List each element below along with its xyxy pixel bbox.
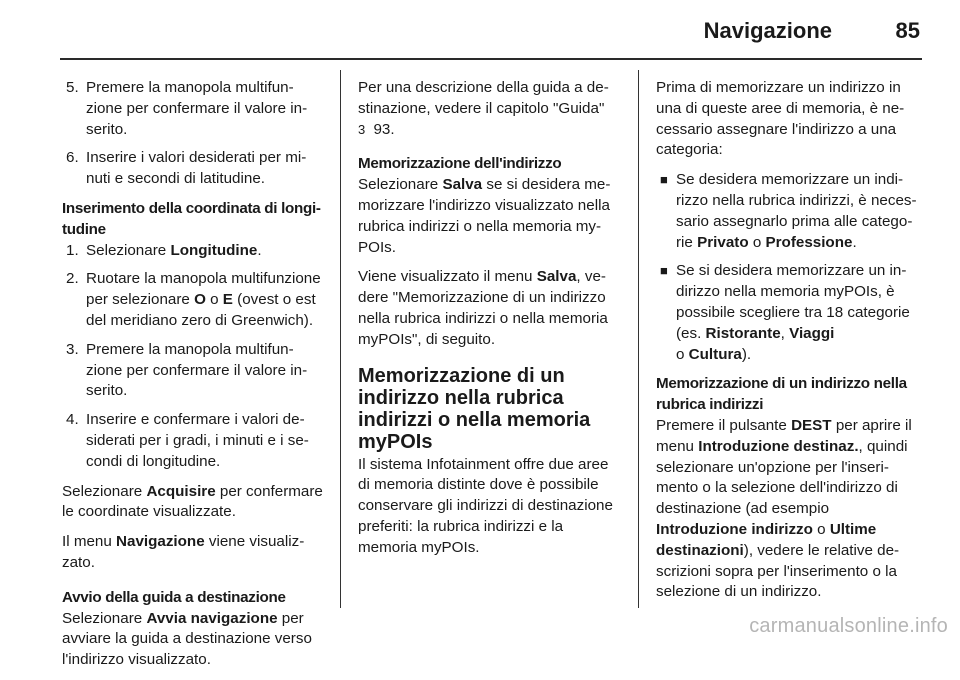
paragraph-viene <box>358 267 624 350</box>
menu-item-longitudine: Longitudine <box>170 241 258 259</box>
text: per avviare la guida a destinazione verso l'indirizzo visualizzato. <box>62 609 312 669</box>
text: per confermare le coordinate visualizzate. <box>62 482 323 521</box>
column-divider-2 <box>638 70 639 608</box>
text: Selezionare <box>358 176 443 194</box>
column-3 <box>656 78 924 612</box>
menu-item-avvia-navigazione: Avvia navigazione <box>146 609 278 627</box>
text: Se si desidera memorizzare un indirizzo nella memoria myPOIs, è possibile scegliere tra 18 categorie (es. <box>676 262 910 342</box>
step-text: o <box>205 291 223 309</box>
step-item <box>62 241 324 262</box>
text: per aprire il menu <box>656 416 912 455</box>
paragraph-menu-navigazione <box>62 532 324 574</box>
latitude-steps-list <box>62 78 324 190</box>
bullet-square-icon: ■ <box>660 263 668 279</box>
heading-memorizzazione: Memorizzazione dell'indirizzo <box>358 155 562 173</box>
paragraph-sistema: Il sistema Infotainment offre due aree di memoria distinte dove è possibile conservare gli indirizzi di destinazione preferiti: la rubrica indirizzi e la memoria myPOIs. <box>358 455 613 556</box>
menu-introduzione-destinaz: Introduzione destinaz. <box>698 437 859 455</box>
text: Se desidera memorizzare un indirizzo nella rubrica indirizzi, è necessario assegnarlo prima alle categorie <box>676 171 917 251</box>
column-1 <box>62 78 324 680</box>
step-number: 1. <box>66 241 79 259</box>
column-divider-1 <box>340 70 341 608</box>
category-cultura: Cultura <box>688 345 742 363</box>
text: o <box>676 345 689 363</box>
category-ristorante: Ristorante <box>705 324 781 342</box>
longitude-steps-list <box>62 241 324 473</box>
menu-item-acquisire: Acquisire <box>146 482 216 500</box>
step-number: 6. <box>66 149 79 167</box>
paragraph-salva <box>358 175 624 258</box>
step-text: Ruotare la manopola multifunzione per selezionare <box>86 270 321 309</box>
step-item <box>62 340 324 402</box>
option-introduzione-indirizzo: Introduzione indirizzo <box>656 520 813 538</box>
text: Viene visualizzato il menu <box>358 268 537 286</box>
step-text: Premere la manopola multifunzione per confermare il valore inserito. <box>86 79 308 138</box>
paragraph-acquisire <box>62 482 324 524</box>
text: o <box>812 520 830 538</box>
step-text: Inserire e confermare i valori desiderati per i gradi, i minuti e i secondi di longitudine. <box>86 411 309 470</box>
page-header <box>60 0 920 56</box>
paragraph-avvio <box>62 609 324 671</box>
text: , <box>780 324 790 342</box>
text: Selezionare <box>62 609 147 627</box>
step-text: Inserire i valori desiderati per minuti e secondi di latitudine. <box>86 149 307 188</box>
list-item <box>656 170 924 253</box>
step-text: (ovest o est del meridiano zero di Greenwich). <box>86 291 316 329</box>
section-title: Memorizzazione di un indirizzo nella rubrica indirizzi o nella memoria myPOIs <box>358 364 591 453</box>
page-reference: 93. <box>369 120 395 138</box>
option-ultime-destinazioni: Ultime destinazioni <box>656 520 877 559</box>
text: , quindi selezionare un'opzione per l'inserimento o la selezione dell'indirizzo di destinazione (ad esempio <box>656 437 908 518</box>
page-number: 85 <box>895 18 920 43</box>
step-text: Selezionare <box>86 241 171 259</box>
step-number: 4. <box>66 411 79 429</box>
category-list <box>656 170 924 365</box>
heading-rubrica: Memorizzazione di un indirizzo nella rubrica indirizzi <box>656 375 907 414</box>
watermark: carmanualsonline.info <box>749 615 948 637</box>
step-number: 5. <box>66 79 79 96</box>
step-number: 2. <box>66 270 79 288</box>
menu-name-navigazione: Navigazione <box>116 533 205 551</box>
page-reference-icon: 3 <box>358 121 366 137</box>
list-item <box>656 261 924 365</box>
option-o: O <box>194 291 206 309</box>
menu-name-salva: Salva <box>536 268 577 286</box>
paragraph-dest <box>656 416 924 603</box>
step-text: . <box>257 241 262 259</box>
header-rule <box>60 58 922 60</box>
step-item <box>62 78 324 140</box>
text: viene visualizzato. <box>62 533 305 571</box>
category-privato: Privato <box>697 233 749 251</box>
column-2 <box>358 78 624 568</box>
step-number: 3. <box>66 340 79 358</box>
heading-longitude: Inserimento della coordinata di longitudine <box>62 199 321 238</box>
step-item <box>62 410 324 472</box>
step-item <box>62 148 324 190</box>
button-dest: DEST <box>791 416 832 434</box>
step-text: Premere la manopola multifunzione per confermare il valore inserito. <box>86 340 308 400</box>
option-e: E <box>222 291 233 309</box>
text: Per una descrizione della guida a destinazione, vedere il capitolo "Guida" <box>358 79 609 117</box>
text: . <box>852 233 857 251</box>
category-viaggi: Viaggi <box>789 324 835 342</box>
heading-avvio: Avvio della guida a destinazione <box>62 588 286 606</box>
text: se si desidera memorizzare l'indirizzo visualizzato nella rubrica indirizzi o nella memoria myPOIs. <box>358 176 611 256</box>
category-professione: Professione <box>765 233 853 251</box>
paragraph-guida <box>358 78 624 140</box>
menu-item-salva: Salva <box>442 176 483 194</box>
text: ), vedere le relative descrizioni sopra per l'inserimento o la selezione di un indirizzo. <box>656 541 900 601</box>
text: ). <box>741 345 752 363</box>
text: o <box>748 233 766 251</box>
text: Il menu <box>62 533 117 551</box>
text: Premere il pulsante <box>656 416 792 434</box>
text: Selezionare <box>62 482 147 500</box>
bullet-square-icon: ■ <box>660 172 668 188</box>
page-title: Navigazione <box>703 18 832 43</box>
text: , vedere "Memorizzazione di un indirizzo nella rubrica indirizzi o nella memoria myPOIs", di seguito. <box>358 268 608 348</box>
step-item <box>62 269 324 331</box>
paragraph-prima: Prima di memorizzare un indirizzo in una di queste aree di memoria, è necessario assegnare l'indirizzo a una categoria: <box>656 79 905 159</box>
